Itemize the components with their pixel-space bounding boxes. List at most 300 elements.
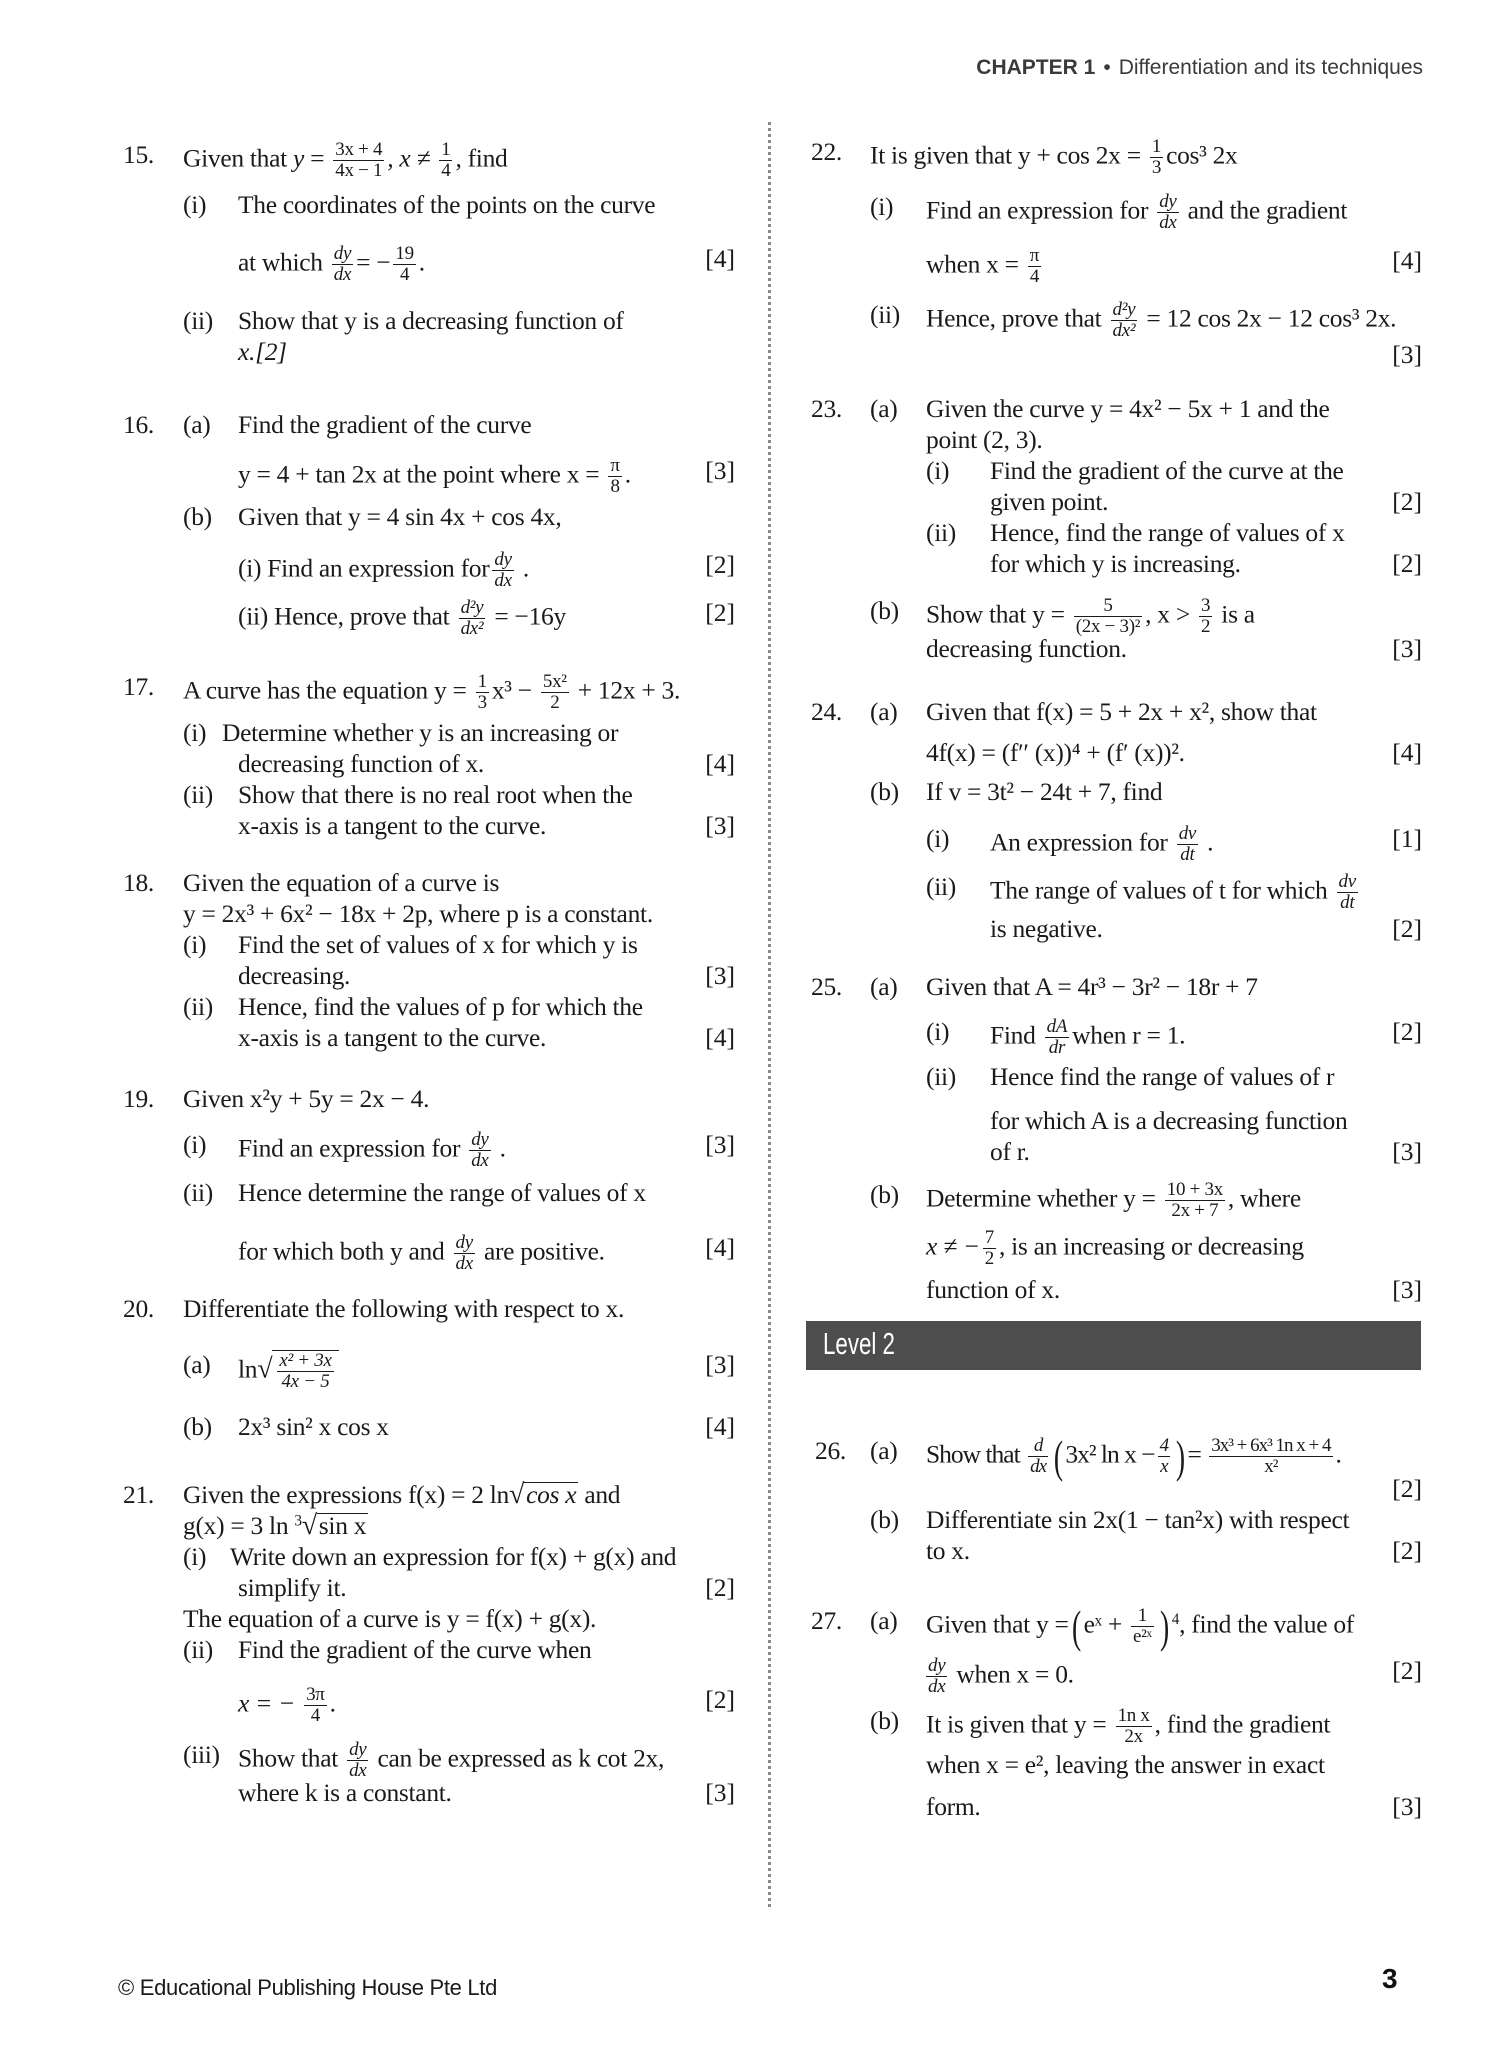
- marks: [2]: [705, 1573, 735, 1602]
- subpart-text: Hence, find the range of values of x: [990, 518, 1345, 547]
- marks: [2]: [1392, 1017, 1422, 1046]
- denominator: (2x − 3)²: [1075, 616, 1141, 637]
- subpart-label: (i): [926, 456, 950, 485]
- text: .: [329, 1688, 336, 1718]
- fraction: [1158, 1436, 1171, 1477]
- part-label: (a): [870, 697, 898, 726]
- denominator: dx: [471, 1150, 489, 1171]
- part-label: (ii): [183, 1178, 213, 1207]
- denominator: x²: [1264, 1456, 1278, 1477]
- question-stem: Differentiate the following with respect to x.: [183, 1294, 625, 1323]
- second-derivative: [459, 598, 486, 639]
- subpart-label: (i): [926, 1017, 950, 1046]
- marks: [2]: [1392, 487, 1422, 516]
- part-text: [926, 1430, 1341, 1482]
- marks: [3]: [705, 1130, 735, 1159]
- text: The range of values of t for which: [990, 875, 1328, 905]
- numerator: 1: [1151, 136, 1162, 157]
- numerator: d: [1028, 1436, 1048, 1457]
- part-text: If v = 3t² − 24t + 7, find: [926, 777, 1163, 806]
- question-stem: [870, 137, 1237, 178]
- subpart-text: [990, 1017, 1185, 1058]
- fraction: [304, 1685, 327, 1726]
- part-text: [238, 1685, 336, 1726]
- numerator: dy: [471, 1129, 489, 1150]
- part-text: to x.: [926, 1536, 970, 1565]
- equals: = −: [356, 247, 391, 277]
- part-text: point (2, 3).: [926, 425, 1043, 454]
- denominator: 8: [610, 476, 620, 497]
- text: g(x) = 3 ln: [183, 1511, 289, 1540]
- part-text: Show that y is a decreasing function of: [238, 306, 624, 335]
- subpart-text: [238, 550, 529, 591]
- text: It is given that y + cos 2x =: [870, 140, 1141, 170]
- radicand: sin x: [318, 1511, 367, 1540]
- text: .: [624, 459, 631, 489]
- part-label: (b): [183, 1412, 212, 1441]
- denominator: dr: [1048, 1037, 1066, 1058]
- text: Given that y =: [926, 1609, 1069, 1639]
- footer-publisher: © Educational Publishing House Pte Ltd: [118, 1975, 498, 2000]
- subpart-text: is negative.: [990, 914, 1103, 943]
- part-text: 2x³ sin² x cos x: [238, 1412, 389, 1441]
- fraction: [1116, 1706, 1152, 1747]
- derivative-dy-dx: [454, 1233, 475, 1274]
- numerator: dy: [1159, 191, 1177, 212]
- text: Hence, prove that: [926, 303, 1102, 333]
- part-text: [926, 192, 1347, 233]
- radical-icon: √: [301, 1510, 317, 1541]
- part-text: decreasing.: [238, 961, 351, 990]
- stem-text: , find: [455, 143, 508, 173]
- part-text: [926, 246, 1044, 287]
- numerator: π: [610, 455, 620, 476]
- text: Find an expression for: [238, 1133, 461, 1163]
- part-text: decreasing function of x.: [238, 749, 484, 778]
- denominator: 4: [1029, 266, 1040, 287]
- denominator: 2x + 7: [1171, 1200, 1219, 1221]
- denominator: 2x: [1124, 1726, 1143, 1747]
- text: Determine whether y =: [926, 1183, 1156, 1213]
- marks: [2]: [1392, 1656, 1422, 1685]
- subpart-label: (ii): [926, 872, 956, 901]
- marks: [2]: [705, 598, 735, 627]
- text: for which both y and: [238, 1236, 445, 1266]
- numerator: dy: [333, 243, 352, 264]
- text: x ≠ −: [926, 1231, 980, 1261]
- fraction: [277, 1351, 333, 1392]
- text: ln: [238, 1354, 258, 1384]
- part-label: (iii): [183, 1740, 220, 1769]
- text: Show that y =: [926, 599, 1065, 629]
- denominator: 4: [310, 1705, 320, 1726]
- numerator: 3x³ + 6x³ 1n x + 4: [1211, 1435, 1331, 1456]
- question-number: 16.: [123, 410, 154, 439]
- text: , find the gradient: [1154, 1709, 1331, 1739]
- marks: [3]: [705, 1778, 735, 1807]
- text: = 12 cos 2x − 12 cos³ 2x.: [1146, 303, 1397, 333]
- marks: [2]: [705, 1685, 735, 1714]
- text: An expression for: [990, 827, 1168, 857]
- text: cos³ 2x: [1166, 140, 1238, 170]
- part-label: (ii): [183, 992, 213, 1021]
- part-label: (a): [183, 410, 211, 439]
- numerator: 1n x: [1117, 1705, 1150, 1726]
- marks: [4]: [705, 1023, 735, 1052]
- marks: [4]: [705, 749, 735, 778]
- marks: [4]: [705, 1412, 735, 1441]
- text: (i) Find an expression for: [238, 553, 490, 583]
- marks: [2]: [1392, 549, 1422, 578]
- marks: [3]: [705, 1350, 735, 1379]
- equals: =: [1187, 1439, 1201, 1469]
- part-label: (b): [870, 777, 899, 806]
- bullet-separator: •: [1103, 56, 1111, 79]
- part-text: Find the gradient of the curve when: [238, 1635, 592, 1664]
- marks: [2]: [1392, 1474, 1422, 1503]
- part-text: [926, 300, 1396, 341]
- denominator: 3: [477, 692, 487, 713]
- text: and the gradient: [1187, 195, 1348, 225]
- var-y: y: [293, 143, 305, 173]
- subpart-label: (i): [926, 824, 950, 853]
- numerator: 7: [984, 1227, 994, 1248]
- part-text: where k is a constant.: [238, 1778, 452, 1807]
- part-text: [926, 596, 1255, 637]
- fraction: [1028, 246, 1041, 287]
- part-text: Given that f(x) = 5 + 2x + x², show that: [926, 697, 1317, 726]
- marks: [1]: [1392, 824, 1422, 853]
- derivative-dy-dx: [492, 550, 513, 591]
- derivative-dy-dx: [1157, 192, 1178, 233]
- denominator: dx²: [1112, 320, 1136, 341]
- page-number: 3: [1382, 1963, 1398, 1994]
- text: , x >: [1145, 599, 1190, 629]
- subpart-label: (ii): [926, 518, 956, 547]
- question-number: 15.: [123, 140, 154, 169]
- part-text: [926, 1656, 1074, 1697]
- numerator: d²y: [460, 597, 484, 618]
- question-number: 23.: [811, 394, 842, 423]
- text: can be expressed as k cot 2x,: [377, 1743, 665, 1773]
- root-index: 3: [294, 1512, 302, 1530]
- question-stem: [183, 672, 680, 713]
- numerator: 3: [1201, 595, 1211, 616]
- subpart-text: for which y is increasing.: [990, 549, 1241, 578]
- numerator: 1: [441, 139, 451, 160]
- numerator: dy: [455, 1232, 473, 1253]
- numerator: dA: [1046, 1016, 1068, 1037]
- denominator: dx: [1159, 212, 1177, 233]
- marks: [3]: [1392, 1792, 1422, 1821]
- numerator: 1: [477, 671, 487, 692]
- part-label: (b): [870, 1180, 899, 1209]
- numerator: 3x + 4: [335, 139, 383, 160]
- question-number: 21.: [123, 1480, 154, 1509]
- part-label: (ii): [870, 300, 900, 329]
- text: x³ −: [491, 675, 532, 705]
- subpart-text: Find the gradient of the curve at the: [990, 456, 1344, 485]
- condition: , x ≠: [387, 143, 431, 173]
- numerator: 4: [1159, 1435, 1169, 1456]
- radical-icon: √: [509, 1479, 525, 1510]
- question-stem: y = 2x³ + 6x² − 18x + 2p, where p is a constant.: [183, 899, 653, 928]
- question-stem: [183, 140, 507, 181]
- fraction: [983, 1228, 996, 1269]
- denominator: dx²: [460, 618, 484, 639]
- stem-text: Given that: [183, 143, 287, 173]
- fraction: [1199, 596, 1212, 637]
- question-stem: Given the equation of a curve is: [183, 868, 500, 897]
- text: x = −: [238, 1688, 295, 1718]
- part-text: x-axis is a tangent to the curve.: [238, 1023, 547, 1052]
- marks: [3]: [1392, 340, 1422, 369]
- part-text: [238, 1350, 339, 1392]
- text: and: [584, 1480, 621, 1509]
- subpart-text: of r.: [990, 1137, 1030, 1166]
- fraction: [333, 140, 384, 181]
- running-header: [976, 56, 1423, 80]
- denominator: dx: [1030, 1456, 1047, 1477]
- part-text: x.[2]: [238, 337, 287, 366]
- subpart-text: [990, 824, 1213, 865]
- derivative-dA-dr: [1045, 1017, 1070, 1058]
- denominator: 3: [1151, 157, 1162, 178]
- denominator: 4x − 5: [281, 1371, 330, 1392]
- fraction: [393, 244, 415, 285]
- part-label: (i): [183, 930, 207, 959]
- marks: [4]: [1392, 246, 1422, 275]
- denominator: dt: [1180, 844, 1195, 865]
- second-derivative: [1111, 300, 1138, 341]
- part-text: [238, 456, 631, 497]
- part-label: (i): [870, 192, 894, 221]
- numerator: dv: [1338, 871, 1356, 892]
- text: .: [522, 553, 529, 583]
- derivative-dv-dt: [1177, 824, 1198, 865]
- part-text: [926, 1180, 1301, 1221]
- level-banner: [806, 1321, 1421, 1370]
- marks: [3]: [1392, 634, 1422, 663]
- radical-icon: √: [257, 1353, 273, 1385]
- part-label: (a): [870, 1606, 898, 1635]
- text: , is an increasing or decreasing: [998, 1231, 1304, 1261]
- fraction: [541, 672, 569, 713]
- part-label: (a): [870, 972, 898, 1001]
- text: .: [1335, 1439, 1341, 1469]
- question-number: 26.: [815, 1436, 846, 1465]
- text: , where: [1227, 1183, 1301, 1213]
- fraction: [476, 672, 489, 713]
- derivative-dy-dx: [332, 244, 353, 285]
- marks: [3]: [1392, 1275, 1422, 1304]
- radicand: cos x: [526, 1480, 577, 1509]
- numerator: 10 + 3x: [1166, 1179, 1223, 1200]
- text: y = 4 + tan 2x at the point where x =: [238, 459, 600, 489]
- question-number: 17.: [123, 672, 154, 701]
- part-label: (ii): [183, 780, 213, 809]
- text: , find the value of: [1179, 1609, 1354, 1639]
- question-stem: [183, 1511, 368, 1541]
- part-text: Given that y = 4 sin 4x + cos 4x,: [238, 502, 562, 531]
- question-number: 24.: [811, 697, 842, 726]
- part-text: Find the set of values of x for which y is: [238, 930, 638, 959]
- question-number: 25.: [811, 972, 842, 1001]
- radicand: [272, 1350, 338, 1392]
- subpart-label: (ii): [926, 1062, 956, 1091]
- left-paren: (: [1071, 1600, 1081, 1652]
- text: Find an expression for: [926, 195, 1149, 225]
- text: is a: [1221, 599, 1255, 629]
- derivative-operator: [1028, 1436, 1048, 1477]
- derivative-dy-dx: [469, 1130, 490, 1171]
- part-text: x-axis is a tangent to the curve.: [238, 811, 547, 840]
- part-label: (b): [870, 1505, 899, 1534]
- text: are positive.: [483, 1236, 605, 1266]
- text: 3x² ln x −: [1065, 1439, 1155, 1469]
- denominator: 2: [1201, 616, 1211, 637]
- derivative-dy-dx: [347, 1740, 368, 1781]
- denominator: 4: [441, 160, 451, 181]
- part-text: [238, 1233, 605, 1274]
- right-paren: ): [1175, 1430, 1185, 1482]
- question-number: 22.: [811, 137, 842, 166]
- part-text: decreasing function.: [926, 634, 1127, 663]
- part-text: Determine whether y is an increasing or: [222, 718, 619, 747]
- fraction: [608, 456, 621, 497]
- part-text: [238, 1740, 664, 1781]
- part-label: (b): [183, 502, 212, 531]
- fraction: [1131, 1606, 1154, 1647]
- subpart-text: [238, 598, 566, 639]
- part-label: (a): [183, 1350, 211, 1379]
- statement: The equation of a curve is y = f(x) + g(x).: [183, 1604, 597, 1633]
- part-text: when x = e², leaving the answer in exact: [926, 1750, 1325, 1779]
- derivative-dy-dx: [926, 1656, 947, 1697]
- part-text: Write down an expression for f(x) + g(x) and: [230, 1542, 677, 1571]
- text: It is given that y =: [926, 1709, 1107, 1739]
- question-stem: [183, 1480, 620, 1510]
- part-text: function of x.: [926, 1275, 1060, 1304]
- text: .: [499, 1133, 506, 1163]
- part-label: (a): [870, 1436, 898, 1465]
- text: at which: [238, 247, 323, 277]
- marks: [2]: [1392, 1536, 1422, 1565]
- part-label: (ii): [183, 1635, 213, 1664]
- question-stem: Given x²y + 5y = 2x − 4.: [183, 1084, 430, 1113]
- denominator: e²ˣ: [1132, 1626, 1152, 1647]
- subpart-text: Hence find the range of values of r: [990, 1062, 1335, 1091]
- text: when r = 1.: [1072, 1020, 1186, 1050]
- part-text: The coordinates of the points on the curve: [238, 190, 656, 219]
- part-text: Hence determine the range of values of x: [238, 1178, 646, 1207]
- part-label: (ii): [183, 306, 213, 335]
- question-number: 19.: [123, 1084, 154, 1113]
- marks: [4]: [705, 1233, 735, 1262]
- column-divider: [768, 122, 771, 1907]
- marks: [3]: [705, 961, 735, 990]
- numerator: dy: [928, 1655, 946, 1676]
- part-text: Find the gradient of the curve: [238, 410, 532, 439]
- chapter-label: CHAPTER 1: [976, 56, 1096, 79]
- denominator: x: [1160, 1456, 1168, 1477]
- fraction: [1209, 1436, 1332, 1477]
- part-text: form.: [926, 1792, 981, 1821]
- part-label: (a): [870, 394, 898, 423]
- numerator: dy: [494, 549, 512, 570]
- denominator: dx: [928, 1676, 946, 1697]
- numerator: 3π: [306, 1684, 325, 1705]
- text: Show that: [926, 1439, 1020, 1469]
- marks: [4]: [1392, 738, 1422, 767]
- part-label: (i): [183, 1542, 207, 1571]
- exponent: 4: [1171, 1610, 1180, 1628]
- fraction: [1150, 137, 1163, 178]
- denominator: dt: [1340, 892, 1355, 913]
- fraction: [439, 140, 452, 181]
- chapter-title: Differentiation and its techniques: [1118, 56, 1423, 79]
- level-title: Level 2: [823, 1326, 895, 1361]
- text: A curve has the equation y =: [183, 675, 467, 705]
- part-text: Hence, find the values of p for which the: [238, 992, 643, 1021]
- part-text: Differentiate sin 2x(1 − tan²x) with respect: [926, 1505, 1350, 1534]
- equals: =: [310, 143, 325, 173]
- text: = −16y: [494, 601, 566, 631]
- derivative-dv-dt: [1337, 872, 1358, 913]
- right-paren: ): [1159, 1600, 1169, 1652]
- question-number: 27.: [811, 1606, 842, 1635]
- text: Find: [990, 1020, 1036, 1050]
- part-label: (b): [870, 1706, 899, 1735]
- part-text: [238, 244, 425, 285]
- part-text: Given that A = 4r³ − 3r² − 18r + 7: [926, 972, 1258, 1001]
- numerator: dv: [1178, 823, 1197, 844]
- numerator: d²y: [1112, 299, 1136, 320]
- marks: [3]: [705, 456, 735, 485]
- subpart-text: [990, 872, 1361, 913]
- text: when x =: [926, 249, 1019, 279]
- numerator: 5: [1074, 596, 1142, 617]
- denominator: 4x − 1: [335, 160, 383, 181]
- part-text: Show that there is no real root when the: [238, 780, 633, 809]
- marks: [3]: [1392, 1137, 1422, 1166]
- fraction: [1074, 596, 1142, 637]
- numerator: 5x²: [542, 671, 567, 692]
- denominator: 2: [550, 692, 560, 713]
- text: .: [418, 247, 425, 277]
- text: Given the expressions f(x) = 2 ln: [183, 1480, 509, 1509]
- part-text: 4f(x) = (f′′ (x))⁴ + (f′ (x))².: [926, 738, 1185, 767]
- denominator: dx: [333, 264, 352, 285]
- numerator: x² + 3x: [279, 1350, 332, 1371]
- part-label: (i): [183, 718, 207, 747]
- subpart-text: given point.: [990, 487, 1109, 516]
- part-text: [238, 1130, 506, 1171]
- denominator: dx: [349, 1760, 367, 1781]
- numerator: dy: [349, 1739, 367, 1760]
- question-number: 20.: [123, 1294, 154, 1323]
- text: eˣ +: [1083, 1609, 1122, 1639]
- part-label: (b): [870, 596, 899, 625]
- denominator: 4: [399, 264, 410, 285]
- denominator: dx: [494, 570, 512, 591]
- marks: [4]: [705, 244, 735, 273]
- part-label: (i): [183, 190, 207, 219]
- question-number: 18.: [123, 868, 154, 897]
- part-text: Given the curve y = 4x² − 5x + 1 and the: [926, 394, 1330, 423]
- denominator: dx: [455, 1253, 473, 1274]
- text: when x = 0.: [956, 1659, 1074, 1689]
